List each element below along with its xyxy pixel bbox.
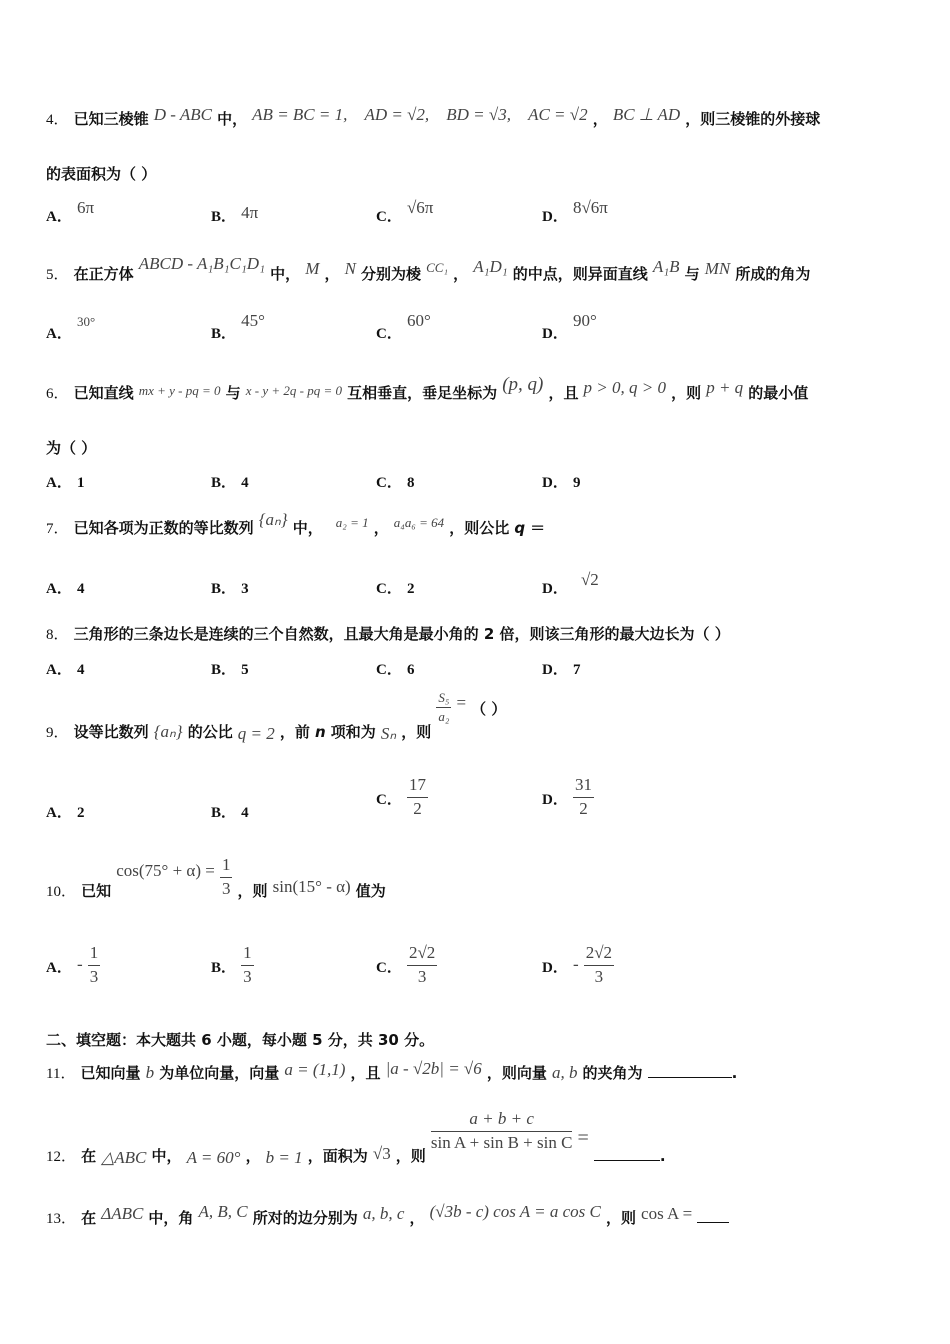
q13-math: cos A = <box>641 1204 693 1223</box>
q7-option-d <box>542 570 599 598</box>
q6-option-d <box>542 471 580 492</box>
option-label: A． <box>46 581 72 597</box>
q9-option-a <box>46 801 84 822</box>
option-label: B． <box>211 475 237 491</box>
fraction-denominator: 2 <box>413 798 422 818</box>
q7-text: ， <box>373 519 389 537</box>
q8-option-a <box>46 658 84 679</box>
option-value: 4π <box>241 203 259 222</box>
section-title-text: 二、填空题：本大题共 6 小题，每小题 5 分，共 30 分。 <box>46 1031 435 1049</box>
q5-text: ， <box>453 265 469 283</box>
option-value: 90° <box>572 311 597 330</box>
q7-option-a <box>46 577 84 598</box>
q6-text: 互相垂直，垂足坐标为 <box>347 384 498 402</box>
q12-line1 <box>46 1109 666 1167</box>
q9-text: n <box>314 723 326 742</box>
q11-math: b <box>145 1063 155 1082</box>
fraction-numerator: 2√2 <box>584 944 614 966</box>
q5-text: 在正方体 <box>73 265 134 283</box>
q9-option-d <box>542 776 594 818</box>
q5-option-d <box>542 311 597 343</box>
q13-line1 <box>46 1202 729 1228</box>
fraction-denominator: 3 <box>243 966 252 986</box>
q4-math: D - ABC <box>153 105 212 124</box>
option-label: D． <box>542 959 568 976</box>
section-title <box>46 1029 434 1050</box>
q5-text: 分别为棱 <box>361 265 422 283</box>
fraction-denominator: 3 <box>594 966 604 986</box>
q10-option-a <box>46 944 100 986</box>
q9-math: {aₙ} <box>153 722 183 742</box>
q10-line1 <box>46 855 386 900</box>
q4-option-d <box>542 198 608 226</box>
option-label: B． <box>211 209 237 225</box>
option-value: 4 <box>76 662 85 678</box>
q10-fraction <box>220 856 233 898</box>
q11-math: |a - √2b| = √6 <box>385 1059 482 1078</box>
q9-option-c <box>376 776 428 818</box>
option-label: A． <box>46 959 72 976</box>
fraction-denominator: a₂ <box>438 709 450 725</box>
option-label: A． <box>46 475 72 491</box>
q13-number: 13． <box>46 1211 77 1227</box>
option-value: 6 <box>406 662 415 678</box>
option-value: 4 <box>76 581 85 597</box>
q13-text: 中，角 <box>148 1209 194 1227</box>
option-value: 5 <box>241 662 249 678</box>
q4-text: ， <box>592 110 608 128</box>
option-label: C． <box>376 959 402 976</box>
answer-blank[interactable] <box>594 1146 660 1161</box>
q12-text: 中， <box>151 1146 182 1165</box>
q4-math: AB = BC = 1, <box>252 105 348 124</box>
option-label: A． <box>46 662 72 678</box>
option-value: 45° <box>241 311 265 330</box>
q5-math: A₁B <box>652 257 680 276</box>
option-label: A． <box>46 805 72 821</box>
q9-line1 <box>46 690 507 744</box>
option-value: 9 <box>572 475 581 491</box>
q12-text: ， <box>245 1146 261 1165</box>
q5-option-a <box>46 314 96 343</box>
option-label: B． <box>211 959 237 976</box>
q10-number: 10． <box>46 883 77 900</box>
q5-line1 <box>46 254 811 284</box>
option-label: D． <box>542 662 568 678</box>
q5-text: 中， <box>270 265 301 283</box>
q11-text: 的夹角为 <box>582 1064 643 1082</box>
option-value: 7 <box>572 662 581 678</box>
q4-text: ，则三棱锥的外接球 <box>685 110 821 128</box>
q10-text: ，则 <box>237 881 268 900</box>
option-label: B． <box>211 581 237 597</box>
option-label: D． <box>542 209 568 225</box>
q8-line1 <box>46 623 730 644</box>
option-label: B． <box>211 805 237 821</box>
fraction-numerator: 1 <box>220 856 233 878</box>
q4-line1 <box>46 105 821 129</box>
q10-math: sin(15° - α) <box>272 876 351 896</box>
q6-math: p > 0, q > 0 <box>583 378 666 397</box>
option-label: D． <box>542 475 568 491</box>
q9-number: 9． <box>46 725 69 742</box>
q6-math: mx + y - pq = 0 <box>138 383 221 398</box>
option-fraction <box>584 944 614 986</box>
q9-equals: = <box>456 693 467 713</box>
q12-number: 12． <box>46 1148 77 1165</box>
q13-text: ， <box>409 1209 425 1227</box>
q6-math: (p, q) <box>502 374 544 395</box>
answer-blank[interactable] <box>648 1063 732 1078</box>
q13-text: ，则 <box>605 1209 636 1227</box>
option-fraction <box>241 944 254 986</box>
q5-math: N <box>344 259 356 278</box>
option-label: D． <box>542 791 568 808</box>
q11-math: a = (1,1) <box>284 1060 346 1079</box>
q12-math: △ABC <box>101 1147 147 1167</box>
q13-math: (√3b - c) cos A = a cos C <box>429 1202 601 1221</box>
q5-option-c <box>376 311 431 343</box>
q4-math: BC ⊥ AD <box>612 105 681 124</box>
q9-math: q = 2 <box>237 724 275 744</box>
q5-math: MN <box>704 259 731 278</box>
q11-text: . <box>731 1064 738 1082</box>
q7-option-b <box>211 577 249 598</box>
q5-text: 的中点，则异面直线 <box>512 265 648 283</box>
q9-option-b <box>211 801 249 822</box>
fraction-denominator: 3 <box>417 966 427 986</box>
option-fraction <box>573 776 594 818</box>
q6-option-c <box>376 471 414 492</box>
q10-text: 已知 <box>81 881 112 900</box>
option-value: 3 <box>241 581 249 597</box>
q6-text: 已知直线 <box>73 384 134 402</box>
option-fraction <box>407 944 437 986</box>
q9-text: 的公比 <box>187 723 233 742</box>
fraction-numerator: 1 <box>88 944 101 966</box>
q10-option-b <box>211 944 254 986</box>
q8-number: 8． <box>46 627 69 643</box>
q8-text: 三角形的三条边长是连续的三个自然数，且最大角是最小角的 2 倍，则该三角形的最大边长为（ ） <box>73 625 730 643</box>
q9-math: Sₙ <box>380 724 397 744</box>
q8-option-b <box>211 658 249 679</box>
option-label: C． <box>376 791 402 808</box>
option-label: C． <box>376 209 402 225</box>
option-value: 60° <box>406 311 431 330</box>
q10-option-d <box>542 944 614 986</box>
q7-math: a₄a₆ = 64 <box>393 515 445 530</box>
q11-number: 11． <box>46 1066 76 1082</box>
q12-text: ，面积为 <box>307 1146 368 1165</box>
option-label: C． <box>376 475 402 491</box>
q9-fraction <box>436 691 451 725</box>
q7-option-c <box>376 577 414 598</box>
option-value: 8 <box>406 475 415 491</box>
q9-text: 项和为 <box>330 723 376 742</box>
q12-fraction <box>431 1110 573 1152</box>
q6-text: ，且 <box>548 384 579 402</box>
option-value: 2 <box>76 805 85 821</box>
option-value: 6π <box>76 198 95 217</box>
q11-text: 为单位向量，向量 <box>159 1064 280 1082</box>
q4-text: 中， <box>217 110 248 128</box>
fraction-numerator: 17 <box>407 776 428 798</box>
option-label: C． <box>376 581 402 597</box>
option-value: √6π <box>406 198 434 217</box>
q13-text: 所对的边分别为 <box>252 1209 358 1227</box>
q12-math: A = 60° <box>186 1147 241 1167</box>
option-sign: - <box>76 954 83 974</box>
option-label: C． <box>376 326 402 342</box>
q4-number: 4． <box>46 112 69 128</box>
q5-math: CC₁ <box>426 260 448 275</box>
fraction-numerator: 31 <box>573 776 594 798</box>
q11-text: ，则向量 <box>486 1064 547 1082</box>
q10-math: cos(75° + α) = <box>116 860 215 880</box>
q6-math: x - y + 2q - pq = 0 <box>245 383 342 398</box>
q6-math: p + q <box>706 378 744 397</box>
q12-equals: = <box>577 1126 589 1149</box>
fraction-denominator: sin A + sin B + sin C <box>430 1132 573 1152</box>
q5-math: A₁D₁ <box>473 257 508 276</box>
fraction-numerator: S₅ <box>436 691 451 708</box>
q7-math: a₂ = 1 <box>335 515 369 530</box>
q4-option-b <box>211 205 258 226</box>
q4-math: AC = √2 <box>528 105 588 124</box>
option-value: 1 <box>76 475 85 491</box>
q5-math: ABCD - A₁B₁C₁D₁ <box>138 254 265 273</box>
option-sign: - <box>572 954 579 974</box>
q13-math: A, B, C <box>198 1202 248 1221</box>
fraction-denominator: 3 <box>221 878 231 898</box>
q13-math: a, b, c <box>362 1204 405 1223</box>
q7-text: ，则公比 <box>449 519 510 537</box>
q5-text: 与 <box>684 265 700 283</box>
fraction-numerator: 1 <box>241 944 254 966</box>
option-value: 4 <box>241 805 249 821</box>
fraction-numerator: 2√2 <box>407 944 437 966</box>
q11-math: a, b <box>551 1063 578 1082</box>
q13-text: 在 <box>81 1209 97 1227</box>
q6-text: ，则 <box>671 384 702 402</box>
fraction-denominator: 3 <box>89 966 99 986</box>
option-label: A． <box>46 326 72 342</box>
q8-option-c <box>376 658 414 679</box>
q7-text: 已知各项为正数的等比数列 <box>73 519 254 537</box>
option-label: C． <box>376 662 402 678</box>
q11-text: ，且 <box>350 1064 381 1082</box>
option-fraction <box>88 944 101 986</box>
option-label: D． <box>542 581 568 597</box>
q7-math: {aₙ} <box>258 510 288 529</box>
q9-text: ，则 <box>401 723 432 742</box>
q5-number: 5． <box>46 267 69 283</box>
q6-text: 与 <box>225 384 241 402</box>
fraction-denominator: 2 <box>579 798 588 818</box>
option-value: 8√6π <box>572 198 608 217</box>
q7-text: q <box>514 519 526 537</box>
option-value: 4 <box>241 475 249 491</box>
option-label: D． <box>542 326 568 342</box>
q6-option-b <box>211 471 249 492</box>
option-label: B． <box>211 326 237 342</box>
q12-text: 在 <box>81 1146 97 1165</box>
q7-number: 7． <box>46 521 69 537</box>
q5-text: 所成的角为 <box>735 265 811 283</box>
q12-math: √3 <box>372 1143 391 1163</box>
option-fraction <box>407 776 428 818</box>
q5-math: M <box>305 259 320 278</box>
q11-text: 已知向量 <box>80 1064 141 1082</box>
q10-text: 值为 <box>355 881 386 900</box>
q12-text: ，则 <box>395 1146 426 1165</box>
q5-option-b <box>211 311 265 343</box>
q7-text: ＝ <box>530 519 546 537</box>
q6-text: 为（ ） <box>46 439 97 457</box>
option-value: 30° <box>76 314 96 329</box>
q10-option-c <box>376 944 437 986</box>
q11-line1 <box>46 1059 738 1083</box>
option-label: A． <box>46 209 72 225</box>
q12-text: . <box>659 1146 666 1165</box>
q9-text: （ ） <box>471 700 507 719</box>
option-label: B． <box>211 662 237 678</box>
q9-text: ，前 <box>279 723 310 742</box>
q6-text: 的最小值 <box>748 384 809 402</box>
q5-text: ， <box>324 265 340 283</box>
q6-number: 6． <box>46 386 69 402</box>
q4-option-c <box>376 198 434 226</box>
q6-line1 <box>46 374 809 404</box>
answer-blank[interactable] <box>697 1208 729 1223</box>
q7-line1 <box>46 510 546 538</box>
q4-math: AD = √2, <box>364 105 430 124</box>
option-value: 2 <box>406 581 415 597</box>
q6-option-a <box>46 471 84 492</box>
q9-text: 设等比数列 <box>73 723 149 742</box>
q4-text: 已知三棱锥 <box>73 110 149 128</box>
q4-math: BD = √3, <box>446 105 511 124</box>
q7-text: 中， <box>292 519 323 537</box>
q4-line2 <box>46 163 156 184</box>
q12-math: b = 1 <box>265 1147 303 1167</box>
q4-text: 的表面积为（ ） <box>46 165 157 183</box>
q6-line2 <box>46 437 96 458</box>
q13-math: ΔABC <box>101 1204 144 1223</box>
q4-option-a <box>46 198 95 226</box>
option-value: √2 <box>580 570 599 589</box>
fraction-numerator: a + b + c <box>431 1110 573 1132</box>
q8-option-d <box>542 658 580 679</box>
